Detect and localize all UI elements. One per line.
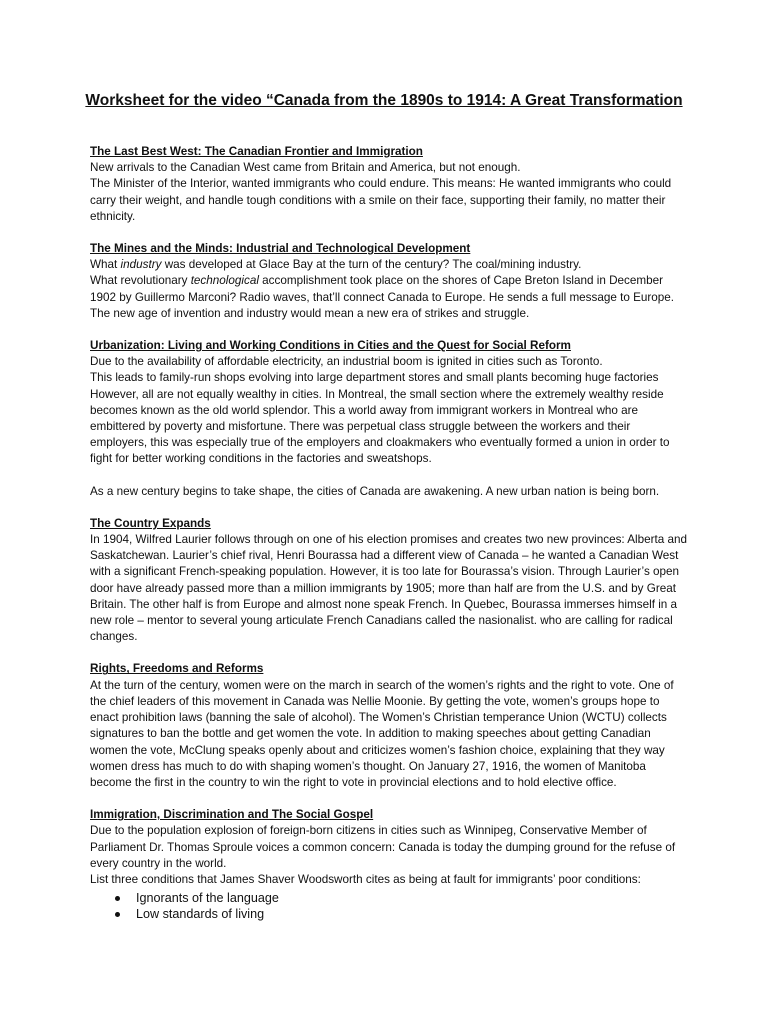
bullet-text: Ignorants of the language xyxy=(136,891,279,906)
urban-paragraph-2: This leads to family-run shops evolving into large department stores and small plants becoming huge factories However, all are not equally wealthy in cities. In Montreal, the small section where the extremely wealthy reside becomes known as the old world splendor. This a world away from immigrant workers in Montreal who are embittered by poverty and misfortune. There was perpetual class struggle between the workers and their employers, this was especially true of the employers and cloakmakers who eventually formed a union in order to fight for better working conditions in the factories and sweatshops. xyxy=(90,371,670,466)
section-frontier xyxy=(90,144,690,225)
section-urbanization xyxy=(90,338,690,468)
list-item xyxy=(90,890,690,906)
mines-q2-lead: What revolutionary xyxy=(90,274,191,288)
urban-paragraph-1: Due to the availability of affordable electricity, an industrial boom is ignited in cities such as Toronto. xyxy=(90,355,603,369)
urban-paragraph-3: As a new century begins to take shape, the cities of Canada are awakening. A new urban nation is being born. xyxy=(90,484,660,498)
section-mines xyxy=(90,241,690,322)
mines-q1-lead: What xyxy=(90,258,121,272)
mines-paragraph-3: The new age of invention and industry would mean a new era of strikes and struggle. xyxy=(90,306,530,320)
worksheet-body xyxy=(90,144,690,938)
frontier-paragraph-1: New arrivals to the Canadian West came from Britain and America, but not enough. xyxy=(90,161,521,175)
mines-question-industry xyxy=(90,257,690,273)
section-immigration xyxy=(90,807,690,922)
mines-q1-answer: was developed at Glace Bay at the turn of the century? The coal/mining industry. xyxy=(161,258,582,272)
bullet-icon xyxy=(115,912,120,917)
section-urban-summary xyxy=(90,484,690,500)
section-country-expands xyxy=(90,516,690,646)
section-heading-frontier: The Last Best West: The Canadian Frontier and Immigration xyxy=(90,145,423,158)
list-item xyxy=(90,906,690,922)
mines-question-technology xyxy=(90,273,690,305)
rights-paragraph-1: At the turn of the century, women were on the march in search of the women’s rights and the right to vote. One of the chief leaders of this movement in Canada was Nellie Moonie. By getting the vote, women’s groups hope to enact prohibition laws (banning the sale of alcohol). The Women’s Christian temperance Union (WCTU) collects signatures to ban the bottle and get women the vote. In addition to making speeches about getting Canadian women the vote, McClung speaks openly about and criticizes women’s fashion choice, explaining that they way women dress has much to do with shaping women’s thought. On January 27, 1916, the women of Manitoba become the first in the country to win the right to vote in provincial elections and to hold elective office. xyxy=(90,678,674,789)
section-heading-mines: The Mines and the Minds: Industrial and Technological Development xyxy=(90,242,471,256)
section-heading-country-expands: The Country Expands xyxy=(90,516,211,530)
immigration-paragraph-1: Due to the population explosion of foreign-born citizens in cities such as Winnipeg, Conservative Member of Parliament Dr. Thomas Sproule voices a common concern: Canada is today the dumping ground for the refuse of every country in the world. xyxy=(90,824,676,870)
frontier-paragraph-2: The Minister of the Interior, wanted immigrants who could endure. This means: He wanted immigrants who could carry their weight, and handle tough conditions with a smile on their face, supporting their family, no matter their ethnicity. xyxy=(90,177,672,223)
mines-q2-emphasis: technological xyxy=(190,274,259,288)
section-heading-urbanization: Urbanization: Living and Working Conditions in Cities and the Quest for Social Reform xyxy=(90,339,571,353)
mines-q1-emphasis: industry xyxy=(120,258,162,272)
immigration-paragraph-2: List three conditions that James Shaver Woodsworth cites as being at fault for immigrants’ poor conditions: xyxy=(90,872,641,886)
conditions-bullet-list xyxy=(90,890,690,922)
section-heading-rights: Rights, Freedoms and Reforms xyxy=(90,662,264,676)
mines-q2-answer: accomplishment took place on the shores of Cape Breton Island in December 1902 by Guillermo Marconi? Radio waves, that’ll connect Canada to Europe. He sends a full message to Europe. xyxy=(90,274,675,304)
worksheet-title: Worksheet for the video “Canada from the 1890s to 1914: A Great Transformation xyxy=(85,92,683,109)
country-paragraph-1: In 1904, Wilfred Laurier follows through on one of his election promises and creates two new provinces: Alberta and Saskatchewan. Laurier’s chief rival, Henri Bourassa had a different view of Canada – he wanted a Canadian West with a significant French-speaking population. However, it is too late for Bourassa’s vision. Through Laurier’s open door have already passed more than a million immigrants by 1905; more than half are from the U.S. and by Great Britain. The other half is from Europe and almost none speak French. In Quebec, Bourassa immerses himself in a new role – mentor to several young articulate French Canadians called the nasionalist. who are calling for radical changes. xyxy=(90,533,688,644)
bullet-icon xyxy=(115,896,120,901)
section-rights xyxy=(90,661,690,791)
section-heading-immigration: Immigration, Discrimination and The Social Gospel xyxy=(90,808,374,822)
bullet-text: Low standards of living xyxy=(136,907,265,922)
